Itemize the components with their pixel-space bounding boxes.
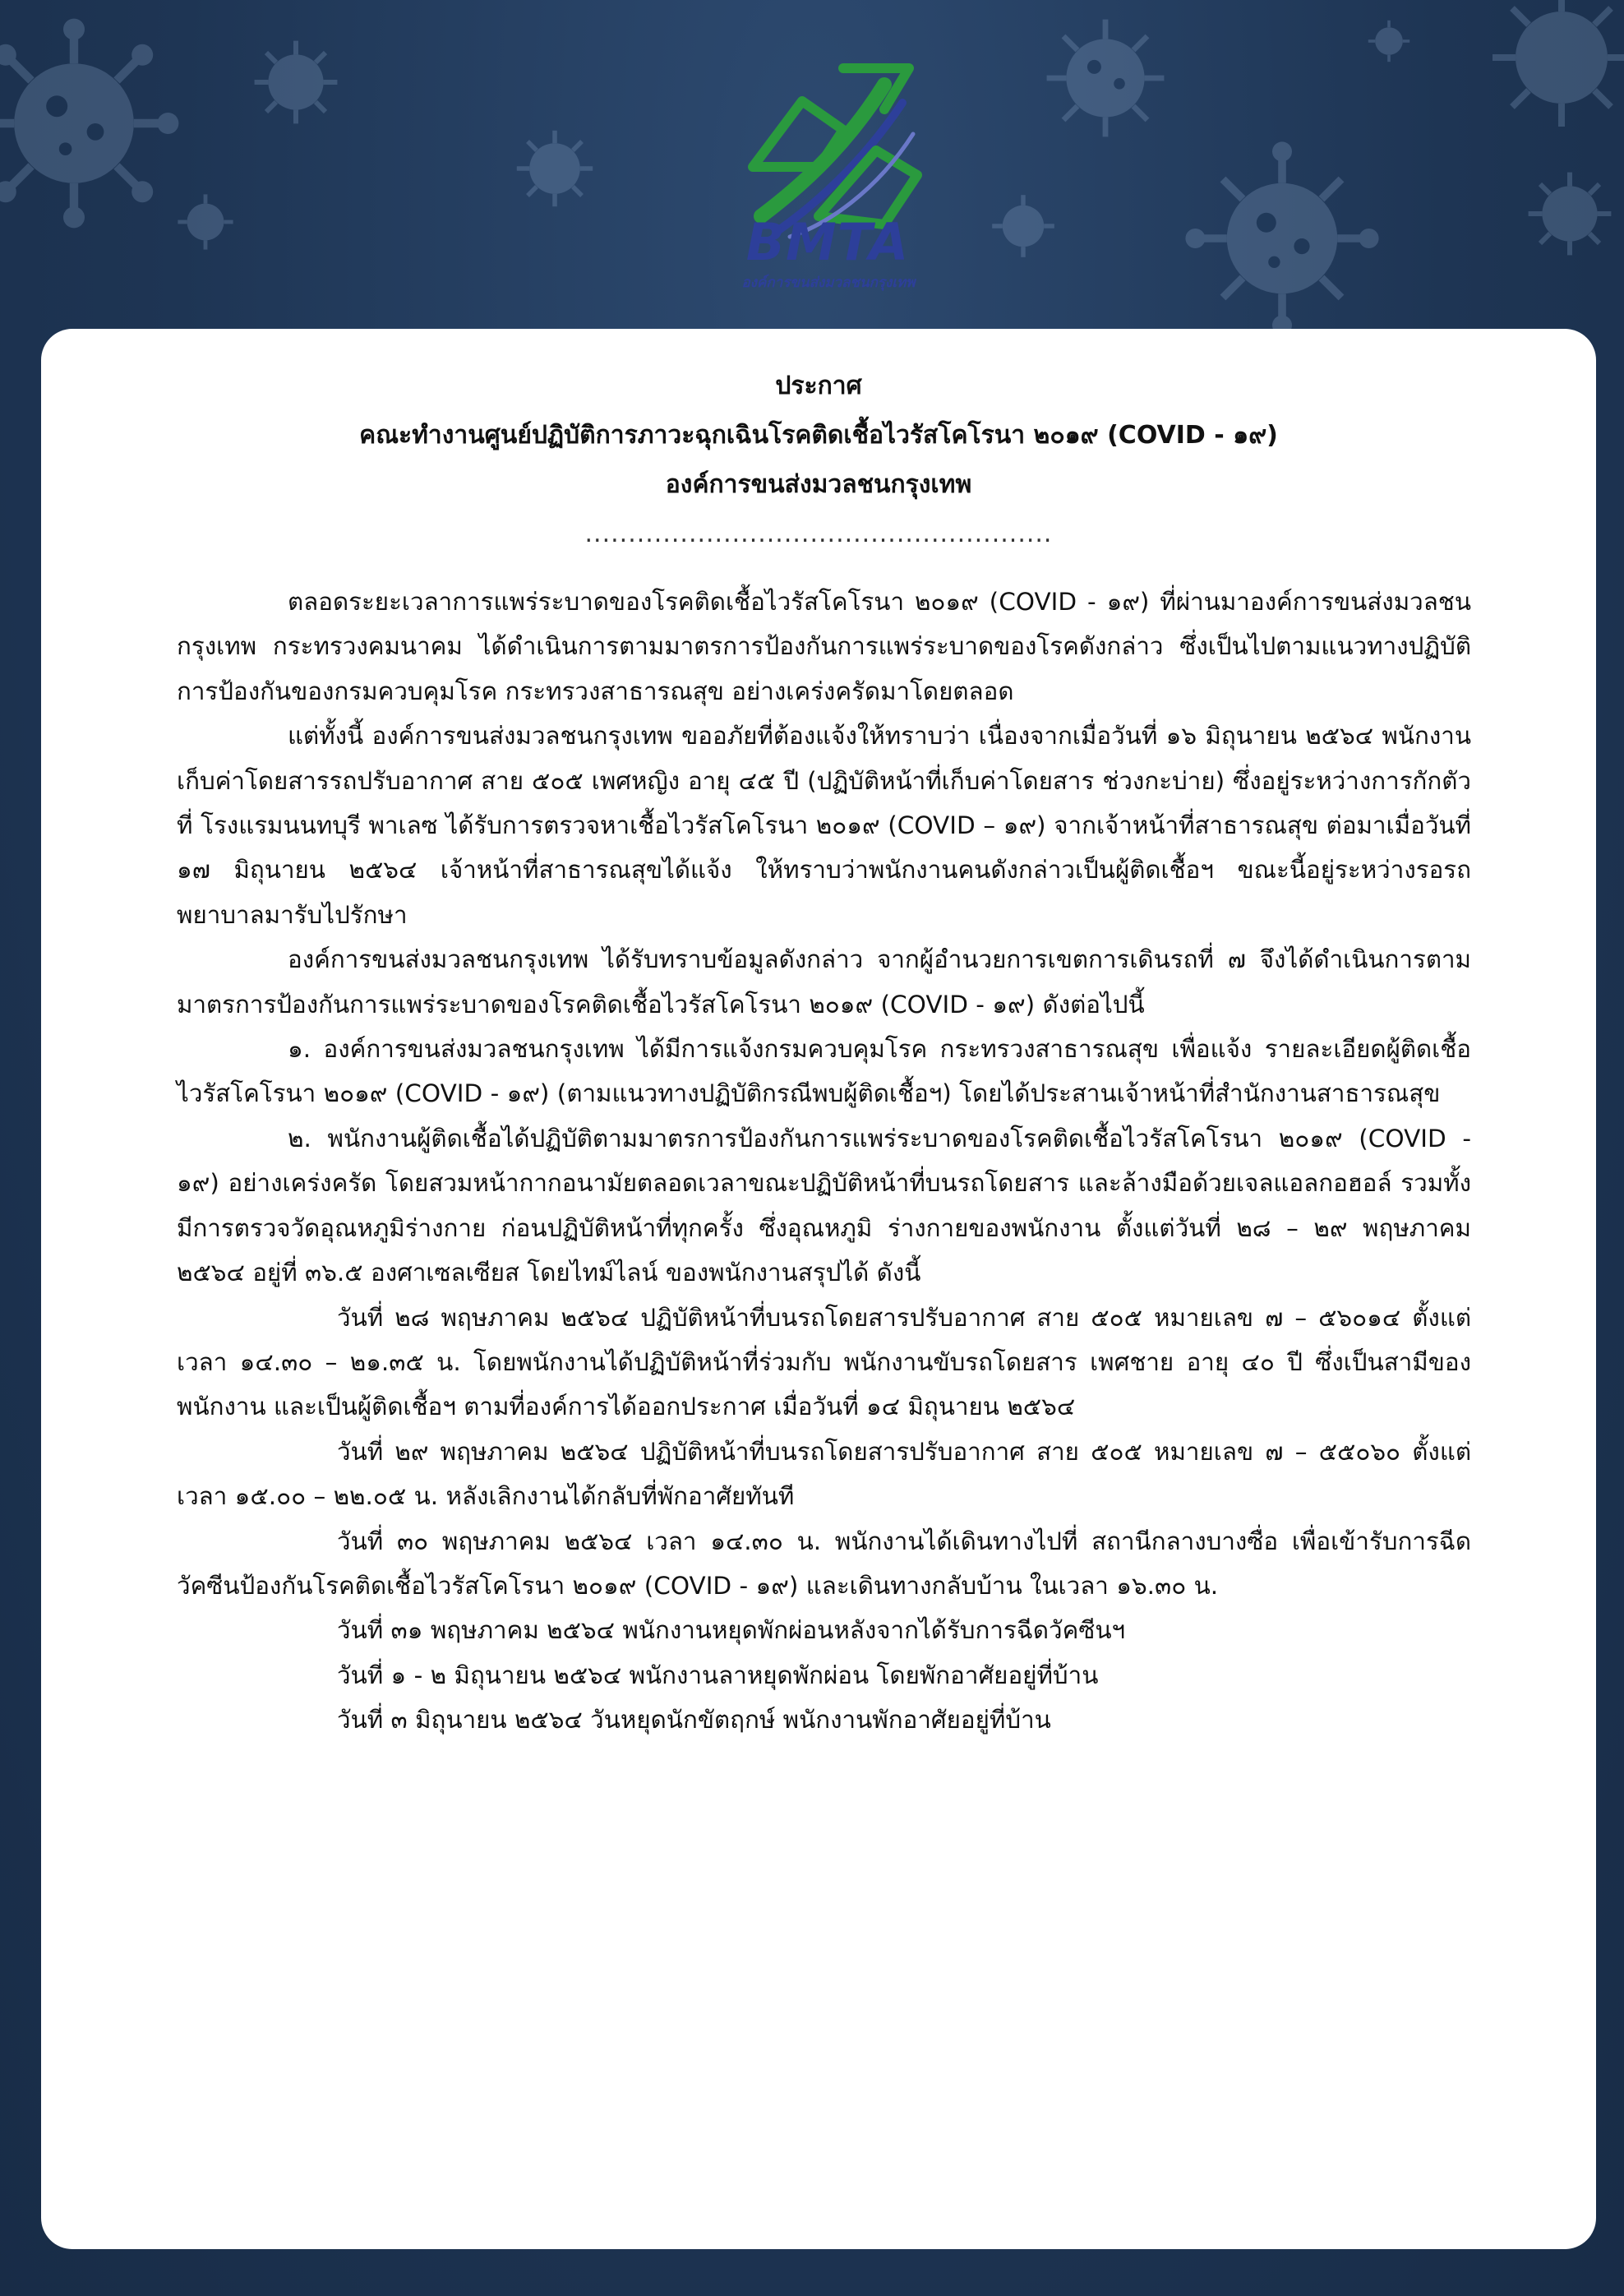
timeline-item: วันที่ ๓๐ พฤษภาคม ๒๕๖๔ เวลา ๑๔.๓๐ น. พนักงานได้เดินทางไปที่ สถานีกลางบางซื่อ เพื่อเข้ารับการฉีดวัคซีนป้องกันโรคติดเชื้อไวรัสโคโรนา ๒๐๑๙ (COVID - ๑๙) และเดินทางกลับบ้าน ในเวลา ๑๖.๓๐ น.: [177, 1527, 1471, 1600]
announcement-header: [41, 362, 1596, 559]
virus-icon: [986, 189, 1060, 263]
paragraph: องค์การขนส่งมวลชนกรุงเทพ ได้รับทราบข้อมูลดังกล่าว จากผู้อำนวยการเขตการเดินรถที่ ๗ จึงได้ดำเนินการตามมาตรการป้องกันการแพร่ระบาดของโรคติดเชื้อไวรัสโคโรนา ๒๐๑๙ (COVID - ๑๙) ดังต่อไปนี้: [177, 945, 1471, 1019]
virus-icon: [1183, 140, 1381, 337]
paragraph: แต่ทั้งนี้ องค์การขนส่งมวลชนกรุงเทพ ขออภัยที่ต้องแจ้งให้ทราบว่า เนื่องจากเมื่อวันที่ ๑๖ มิถุนายน ๒๕๖๔ พนักงานเก็บค่าโดยสารรถปรับอากาศ สาย ๕๐๕ เพศหญิง อายุ ๔๕ ปี (ปฏิบัติหน้าที่เก็บค่าโดยสาร ช่วงกะบ่าย) ซึ่งอยู่ระหว่างการกักตัวที่ โรงแรมนนทบุรี พาเลซ ได้รับการตรวจหาเชื้อไวรัสโคโรนา ๒๐๑๙ (COVID – ๑๙) จากเจ้าหน้าที่สาธารณสุข ต่อมาเมื่อวันที่ ๑๗ มิถุนายน ๒๕๖๔ เจ้าหน้าที่สาธารณสุขได้แจ้ง ให้ทราบว่าพนักงานคนดังกล่าวเป็นผู้ติดเชื้อฯ ขณะนี้อยู่ระหว่างรอรถพยาบาลมารับไปรักษา: [177, 722, 1471, 929]
logo-subtitle: องค์การขนส่งมวลชนกรุงเทพ: [741, 275, 916, 291]
virus-icon: [1520, 164, 1619, 263]
committee-name: คณะทำงานศูนย์ปฏิบัติการภาวะฉุกเฉินโรคติดเชื้อไวรัสโคโรนา ๒๐๑๙ (COVID - ๑๙): [359, 421, 1278, 450]
paragraph: ตลอดระยะเวลาการแพร่ระบาดของโรคติดเชื้อไวรัสโคโรนา ๒๐๑๙ (COVID - ๑๙) ที่ผ่านมาองค์การขนส่งมวลชนกรุงเทพ กระทรวงคมนาคม ได้ดำเนินการตามมาตรการป้องกันการแพร่ระบาดของโรคดังกล่าว ซึ่งเป็นไปตามแนวทางปฏิบัติการป้องกันของกรมควบคุมโรค กระทรวงสาธารณสุข อย่างเคร่งครัดมาโดยตลอด: [177, 588, 1471, 705]
logo-wordmark: BMTA: [745, 212, 910, 272]
organization-name: องค์การขนส่งมวลชนกรุงเทพ: [665, 470, 972, 499]
virus-icon: [173, 189, 238, 255]
list-item: ๒. พนักงานผู้ติดเชื้อได้ปฏิบัติตามมาตรการป้องกันการแพร่ระบาดของโรคติดเชื้อไวรัสโคโรนา ๒๐๑๙ (COVID - ๑๙) อย่างเคร่งครัด โดยสวมหน้ากากอนามัยตลอดเวลาขณะปฏิบัติหน้าที่บนรถโดยสาร และล้างมือด้วยเจลแอลกอฮอล์ รวมทั้ง มีการตรวจวัดอุณหภูมิร่างกาย ก่อนปฏิบัติหน้าที่ทุกครั้ง ซึ่งอุณหภูมิ ร่างกายของพนักงาน ตั้งแต่วันที่ ๒๘ – ๒๙ พฤษภาคม ๒๕๖๔ อยู่ที่ ๓๖.๕ องศาเซลเซียส โดยไทม์ไลน์ ของพนักงานสรุปได้ ดังนี้: [177, 1124, 1471, 1287]
list-item: ๑. องค์การขนส่งมวลชนกรุงเทพ ได้มีการแจ้งกรมควบคุมโรค กระทรวงสาธารณสุข เพื่อแจ้ง รายละเอียดผู้ติดเชื้อไวรัสโคโรนา ๒๐๑๙ (COVID - ๑๙) (ตามแนวทางปฏิบัติกรณีพบผู้ติดเชื้อฯ) โดยได้ประสานเจ้าหน้าที่สำนักงานสาธารณสุข: [177, 1035, 1471, 1108]
announcement-title: ประกาศ: [775, 372, 862, 400]
announcement-body: [177, 580, 1471, 1743]
virus-icon: [1479, 0, 1624, 140]
timeline-item: วันที่ ๓ มิถุนายน ๒๕๖๔ วันหยุดนักขัตฤกษ์ พนักงานพักอาศัยอยู่ที่บ้าน: [337, 1706, 1051, 1735]
virus-icon: [1036, 8, 1175, 148]
timeline-item: วันที่ ๑ - ๒ มิถุนายน ๒๕๖๔ พนักงานลาหยุดพักผ่อน โดยพักอาศัยอยู่ที่บ้าน: [337, 1661, 1099, 1689]
timeline-item: วันที่ ๓๑ พฤษภาคม ๒๕๖๔ พนักงานหยุดพักผ่อนหลังจากได้รับการฉีดวัคซีนฯ: [337, 1616, 1126, 1645]
virus-icon: [510, 123, 600, 214]
virus-icon: [0, 16, 181, 230]
virus-icon: [1364, 16, 1414, 66]
timeline-item: วันที่ ๒๙ พฤษภาคม ๒๕๖๔ ปฏิบัติหน้าที่บนรถโดยสารปรับอากาศ สาย ๕๐๕ หมายเลข ๗ – ๕๕๐๖๐ ตั้งแต่เวลา ๑๕.๐๐ – ๒๒.๐๕ น. หลังเลิกงานได้กลับที่พักอาศัยทันที: [177, 1437, 1471, 1511]
timeline-item: วันที่ ๒๘ พฤษภาคม ๒๕๖๔ ปฏิบัติหน้าที่บนรถโดยสารปรับอากาศ สาย ๕๐๕ หมายเลข ๗ – ๕๖๐๑๔ ตั้งแต่เวลา ๑๔.๓๐ – ๒๑.๓๕ น. โดยพนักงานได้ปฏิบัติหน้าที่ร่วมกับ พนักงานขับรถโดยสาร เพศชาย อายุ ๔๐ ปี ซึ่งเป็นสามีของพนักงาน และเป็นผู้ติดเชื้อฯ ตามที่องค์การได้ออกประกาศ เมื่อวันที่ ๑๔ มิถุนายน ๒๕๖๔: [177, 1303, 1471, 1421]
announcement-card: [41, 329, 1596, 2249]
virus-icon: [247, 33, 345, 132]
divider: ......................................................: [584, 520, 1053, 548]
